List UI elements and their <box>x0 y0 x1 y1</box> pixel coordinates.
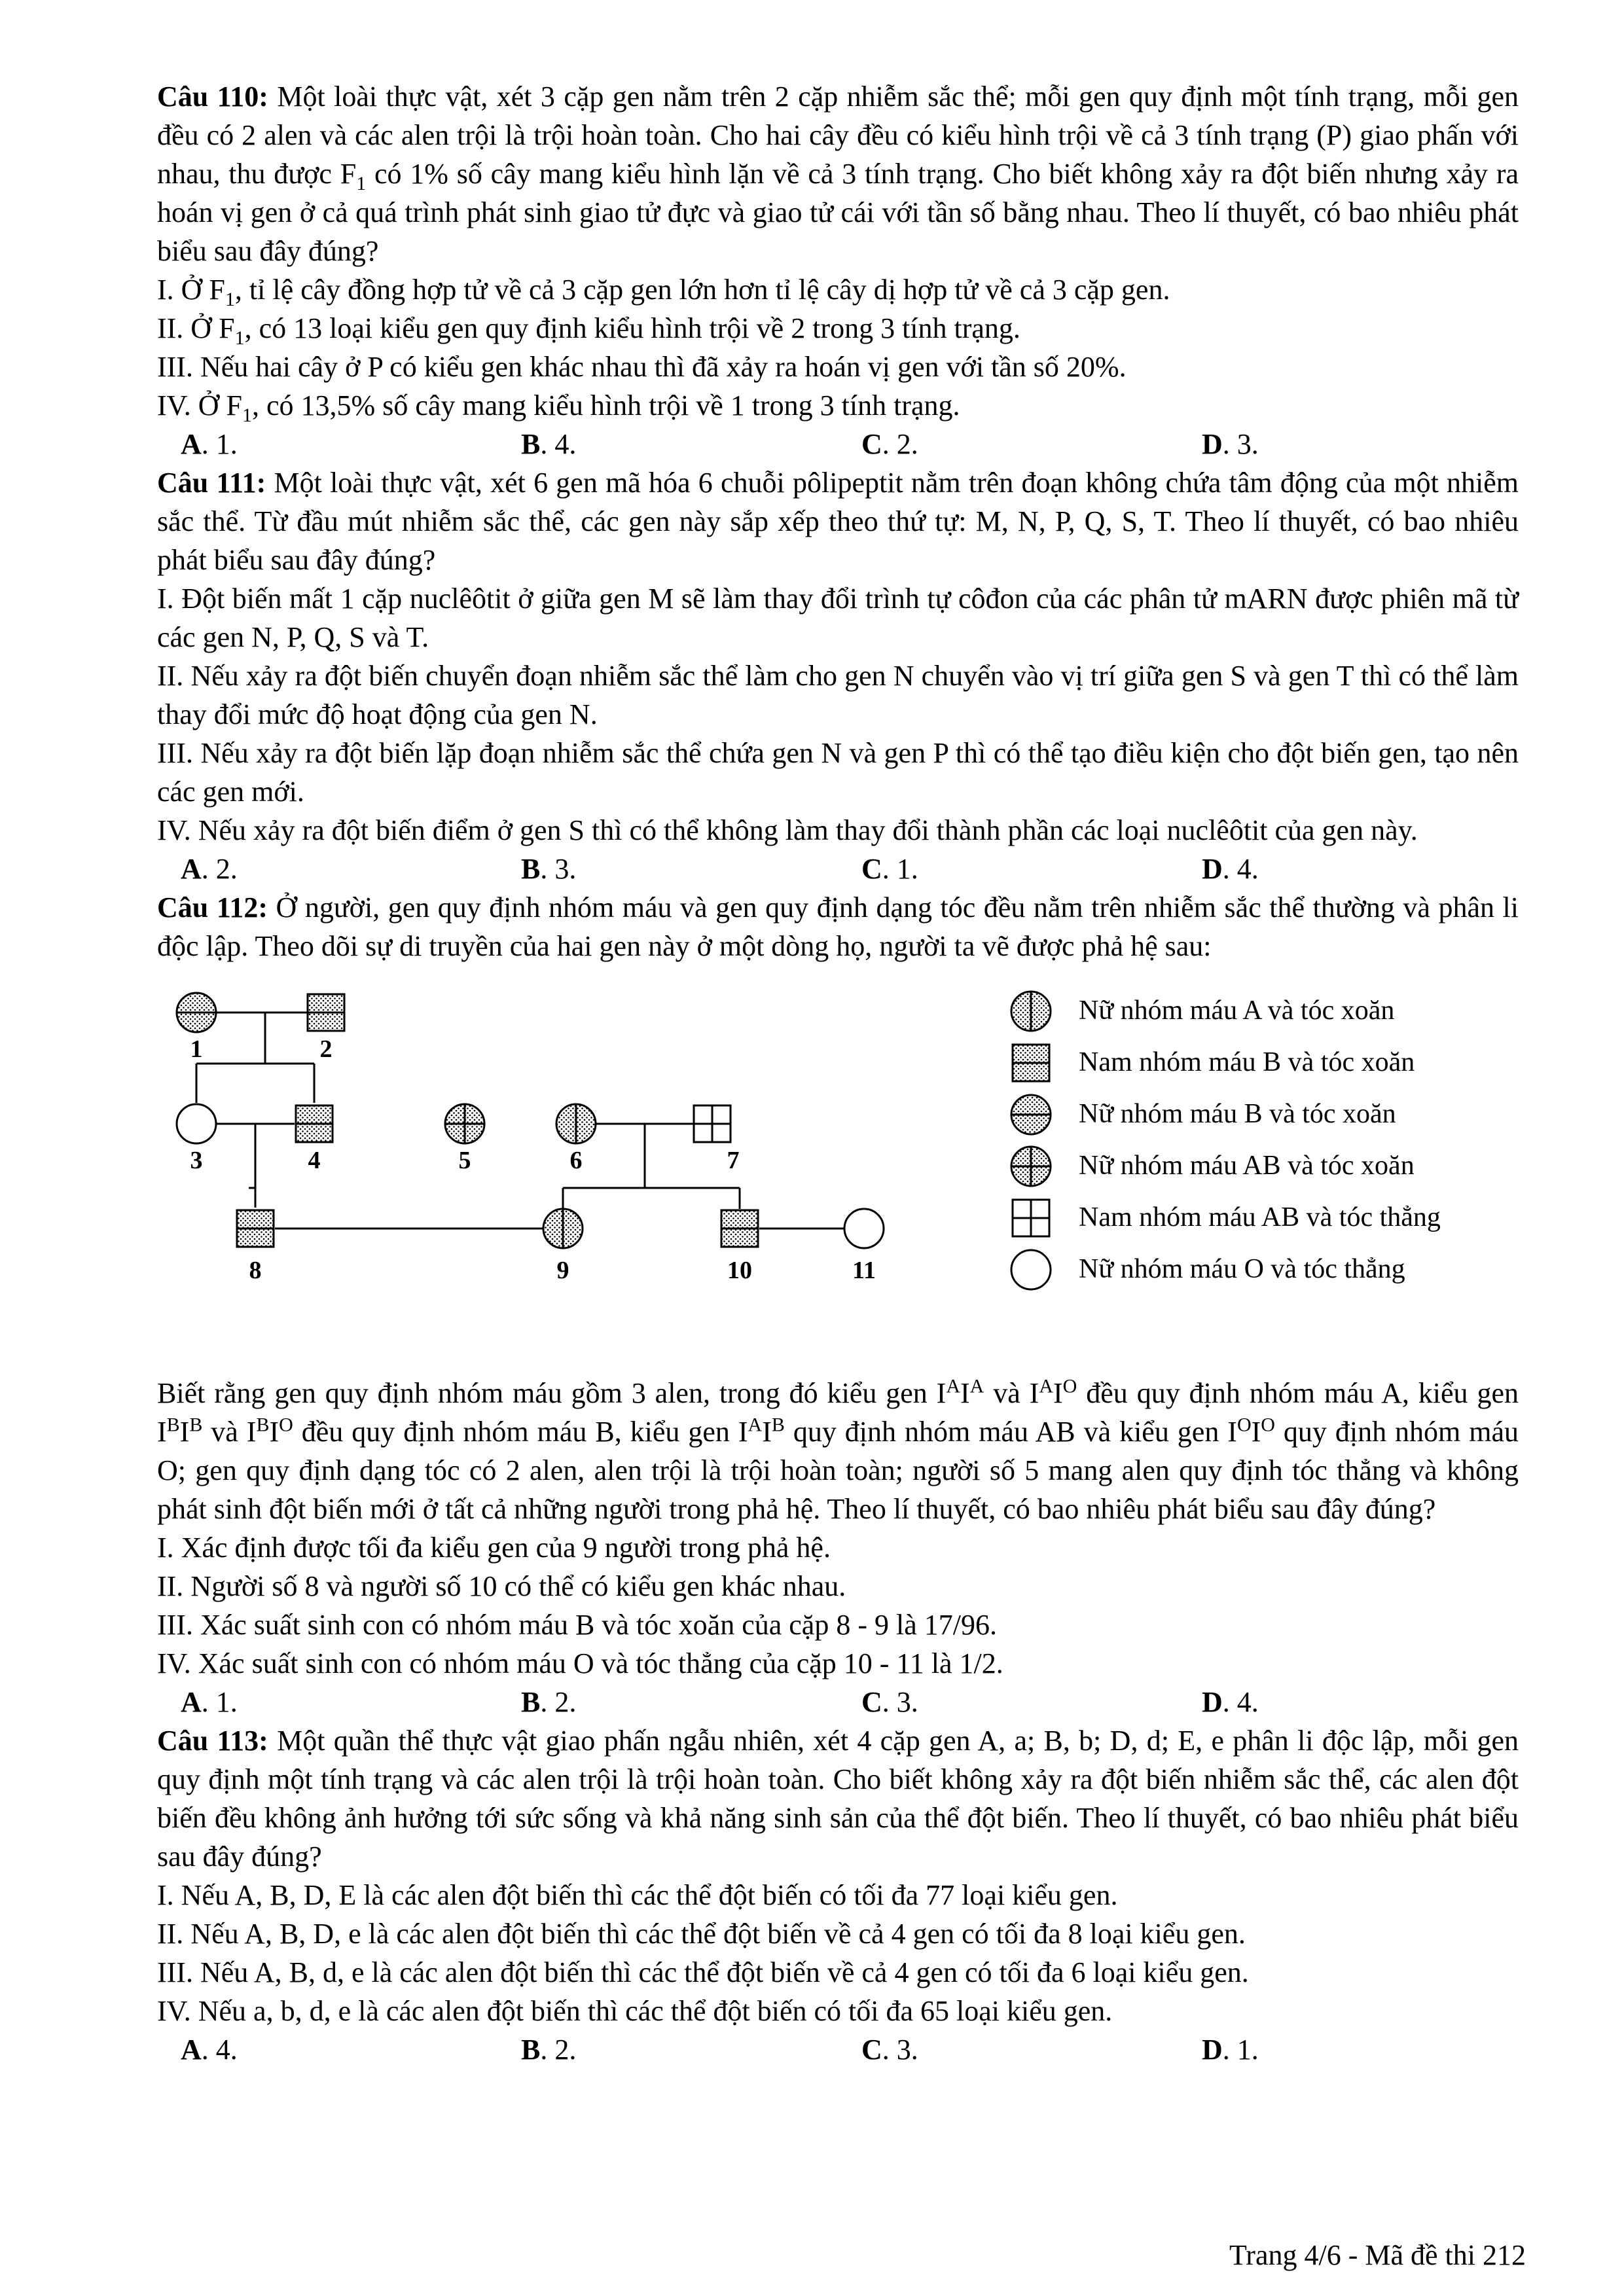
legend-item: Nữ nhóm máu A và tóc xoăn <box>1008 985 1441 1037</box>
q110-statement-2: II. Ở $F_1$, có 13 loại kiểu gen quy định kiểu hình trội về 2 trong 3 tính trạng. <box>157 312 1020 349</box>
q111-option-b[interactable]: B. 3. <box>521 853 577 885</box>
q111-number: Câu 111: <box>157 467 266 499</box>
person-7-symbol <box>694 1105 731 1142</box>
person-label-2: 2 <box>319 1035 333 1063</box>
person-8-symbol <box>237 1210 274 1247</box>
q112-option-d[interactable]: D. 4. <box>1202 1686 1259 1718</box>
legend-female-o-straight-icon <box>1008 1247 1054 1293</box>
person-label-5: 5 <box>458 1147 471 1174</box>
q113-number: Câu 113: <box>157 1725 268 1757</box>
q112-stem: Câu 112: Ở người, gen quy định nhóm máu và gen quy định dạng tóc đều nằm trên nhiễm sắc thể thường và phân li độc lập. Theo dõi sự di truyền của hai gen này ở một dòng họ, người ta vẽ được phả hệ sau: <box>157 891 1519 962</box>
person-4-symbol <box>296 1105 333 1142</box>
q110-stem: Câu 110: Một loài thực vật, xét 3 cặp gen nằm trên 2 cặp nhiễm sắc thể; mỗi gen quy định một tính trạng, mỗi gen đều có 2 alen và các alen trội là trội hoàn toàn. Cho hai cây đều có kiểu hình trội về cả 3 tính trạng (P) giao phấn với nhau, thu được $F_1$ có 1% số cây mang kiểu hình lặn về cả 3 tính trạng. Cho biết không xảy ra đột biến nhưng xảy ra hoán vị gen ở cả quá trình phát sinh giao tử đực và giao tử cái với tần số bằng nhau. Theo lí thuyết, có bao nhiêu phát biểu sau đây đúng? <box>157 81 1519 267</box>
q112-options <box>157 1683 1519 1721</box>
person-label-4: 4 <box>308 1147 321 1174</box>
q110-number: Câu 110: <box>157 81 268 113</box>
q110-options <box>157 425 1519 463</box>
q112-option-b[interactable]: B. 2. <box>521 1686 577 1718</box>
q112-genetics-note: Biết rằng gen quy định nhóm máu gồm 3 alen, trong đó kiểu gen $I^AI^A$ và $I^AI^O$ đều quy định nhóm máu A, kiểu gen $I^BI^B$ và $I^BI^O$ đều quy định nhóm máu B, kiểu gen $I^AI^B$ quy định nhóm máu AB và kiểu gen $I^OI^O$ quy định nhóm máu O; gen quy định dạng tóc có 2 alen, alen trội là trội hoàn toàn; người số 5 mang alen quy định tóc thẳng và không phát sinh đột biến mới ở tất cả những người trong phả hệ. Theo lí thuyết, có bao nhiêu phát biểu sau đây đúng? <box>157 1375 1519 1525</box>
q111-option-a[interactable]: A. 2. <box>181 853 238 885</box>
q112-statement-2: II. Người số 8 và người số 10 có thể có kiểu gen khác nhau. <box>157 1570 846 1602</box>
q113-option-d[interactable]: D. 1. <box>1202 2034 1259 2066</box>
page-footer: Trang 4/6 - Mã đề thi 212 <box>1229 2239 1526 2271</box>
q111-statement-4: IV. Nếu xảy ra đột biến điểm ở gen S thì có thể không làm thay đổi thành phần các loại nuclêôtit của gen này. <box>157 814 1418 846</box>
person-6-symbol <box>556 1104 596 1143</box>
legend-female-ab-curly-icon <box>1008 1143 1054 1189</box>
legend-male-b-curly-icon <box>1008 1040 1054 1086</box>
legend-item: Nam nhóm máu B và tóc xoăn <box>1008 1037 1441 1088</box>
legend-item: Nữ nhóm máu AB và tóc xoăn <box>1008 1140 1441 1192</box>
exam-page <box>157 77 1519 2069</box>
person-label-10: 10 <box>727 1257 752 1284</box>
pedigree-lines <box>196 1013 844 1229</box>
person-label-7: 7 <box>727 1147 740 1174</box>
q110-option-d[interactable]: D. 3. <box>1202 428 1259 460</box>
legend-item: Nữ nhóm máu O và tóc thẳng <box>1008 1244 1441 1295</box>
q113-statement-2: II. Nếu A, B, D, e là các alen đột biến thì các thể đột biến về cả 4 gen có tối đa 8 loại kiểu gen. <box>157 1918 1246 1950</box>
q113-option-c[interactable]: C. 3. <box>861 2034 918 2066</box>
person-label-6: 6 <box>569 1147 583 1174</box>
pedigree-diagram <box>157 972 1519 1365</box>
q113-statement-3: III. Nếu A, B, d, e là các alen đột biến thì các thể đột biến về cả 4 gen có tối đa 6 loại kiểu gen. <box>157 1956 1249 1988</box>
person-5-symbol <box>445 1104 484 1143</box>
person-label-9: 9 <box>556 1257 569 1284</box>
person-1-symbol <box>177 993 216 1032</box>
q110-option-b[interactable]: B. 4. <box>521 428 577 460</box>
q112-statement-3: III. Xác suất sinh con có nhóm máu B và tóc xoăn của cặp 8 - 9 là 17/96. <box>157 1609 997 1641</box>
q111-option-d[interactable]: D. 4. <box>1202 853 1259 885</box>
q113-option-b[interactable]: B. 2. <box>521 2034 577 2066</box>
q111-options <box>157 850 1519 888</box>
legend-item: Nữ nhóm máu B và tóc xoăn <box>1008 1088 1441 1140</box>
q112-option-a[interactable]: A. 1. <box>181 1686 238 1718</box>
person-11-symbol <box>844 1209 884 1248</box>
q112-number: Câu 112: <box>157 891 268 924</box>
q112-statement-1: I. Xác định được tối đa kiểu gen của 9 người trong phả hệ. <box>157 1532 831 1564</box>
q110-option-a[interactable]: A. 1. <box>181 428 238 460</box>
legend-female-b-curly-icon <box>1008 1092 1054 1138</box>
person-label-11: 11 <box>852 1257 876 1284</box>
q113-statement-1: I. Nếu A, B, D, E là các alen đột biến thì các thể đột biến có tối đa 77 loại kiểu gen. <box>157 1879 1118 1911</box>
legend-male-ab-straight-icon <box>1008 1195 1054 1241</box>
q113-stem: Câu 113: Một quần thể thực vật giao phấn ngẫu nhiên, xét 4 cặp gen A, a; B, b; D, d; E, e phân li độc lập, mỗi gen quy định một tính trạng và các alen trội là trội hoàn toàn. Cho biết không xảy ra đột biến nhiễm sắc thể, các alen đột biến đều không ảnh hưởng tới sức sống và khả năng sinh sản của thể đột biến. Theo lí thuyết, có bao nhiêu phát biểu sau đây đúng? <box>157 1725 1519 1873</box>
legend-female-a-curly-icon <box>1008 988 1054 1034</box>
q110-statement-3: III. Nếu hai cây ở P có kiểu gen khác nhau thì đã xảy ra hoán vị gen với tần số 20%. <box>157 351 1127 383</box>
person-10-symbol <box>721 1210 758 1247</box>
person-2-symbol <box>308 994 344 1031</box>
q113-statement-4: IV. Nếu a, b, d, e là các alen đột biến thì các thể đột biến có tối đa 65 loại kiểu gen. <box>157 1995 1113 2027</box>
q111-statement-1: I. Đột biến mất 1 cặp nuclêôtit ở giữa gen M sẽ làm thay đổi trình tự côđon của các phân tử mARN được phiên mã từ các gen N, P, Q, S và T. <box>157 583 1519 653</box>
q113-option-a[interactable]: A. 4. <box>181 2034 238 2066</box>
person-9-symbol <box>543 1209 583 1248</box>
q110-statement-4: IV. Ở $F_1$, có 13,5% số cây mang kiểu hình trội về 1 trong 3 tính trạng. <box>157 389 960 426</box>
person-label-1: 1 <box>190 1035 203 1063</box>
pedigree-chart <box>157 972 1008 1365</box>
q112-option-c[interactable]: C. 3. <box>861 1686 918 1718</box>
q112-statement-4: IV. Xác suất sinh con có nhóm máu O và tóc thẳng của cặp 10 - 11 là 1/2. <box>157 1647 1003 1679</box>
person-3-symbol <box>177 1104 216 1143</box>
q110-option-c[interactable]: C. 2. <box>861 428 918 460</box>
q110-statement-1: I. Ở $F_1$, tỉ lệ cây đồng hợp tử về cả 3 cặp gen lớn hơn tỉ lệ cây dị hợp tử về cả 3 cặp gen. <box>157 274 1170 310</box>
legend-item: Nam nhóm máu AB và tóc thẳng <box>1008 1192 1441 1244</box>
q111-statement-3: III. Nếu xảy ra đột biến lặp đoạn nhiễm sắc thể chứa gen N và gen P thì có thể tạo điều kiện cho đột biến gen, tạo nên các gen mới. <box>157 737 1519 808</box>
q111-stem: Câu 111: Một loài thực vật, xét 6 gen mã hóa 6 chuỗi pôlipeptit nằm trên đoạn không chứa tâm động của một nhiễm sắc thể. Từ đầu mút nhiễm sắc thể, các gen này sắp xếp theo thứ tự: M, N, P, Q, S, T. Theo lí thuyết, có bao nhiêu phát biểu sau đây đúng? <box>157 467 1519 576</box>
person-label-8: 8 <box>249 1257 262 1284</box>
person-label-3: 3 <box>190 1147 203 1174</box>
q111-option-c[interactable]: C. 1. <box>861 853 918 885</box>
q113-options <box>157 2030 1519 2069</box>
q111-statement-2: II. Nếu xảy ra đột biến chuyển đoạn nhiễm sắc thể làm cho gen N chuyển vào vị trí giữa gen S và gen T thì có thể làm thay đổi mức độ hoạt động của gen N. <box>157 660 1519 730</box>
pedigree-legend <box>1008 985 1441 1295</box>
